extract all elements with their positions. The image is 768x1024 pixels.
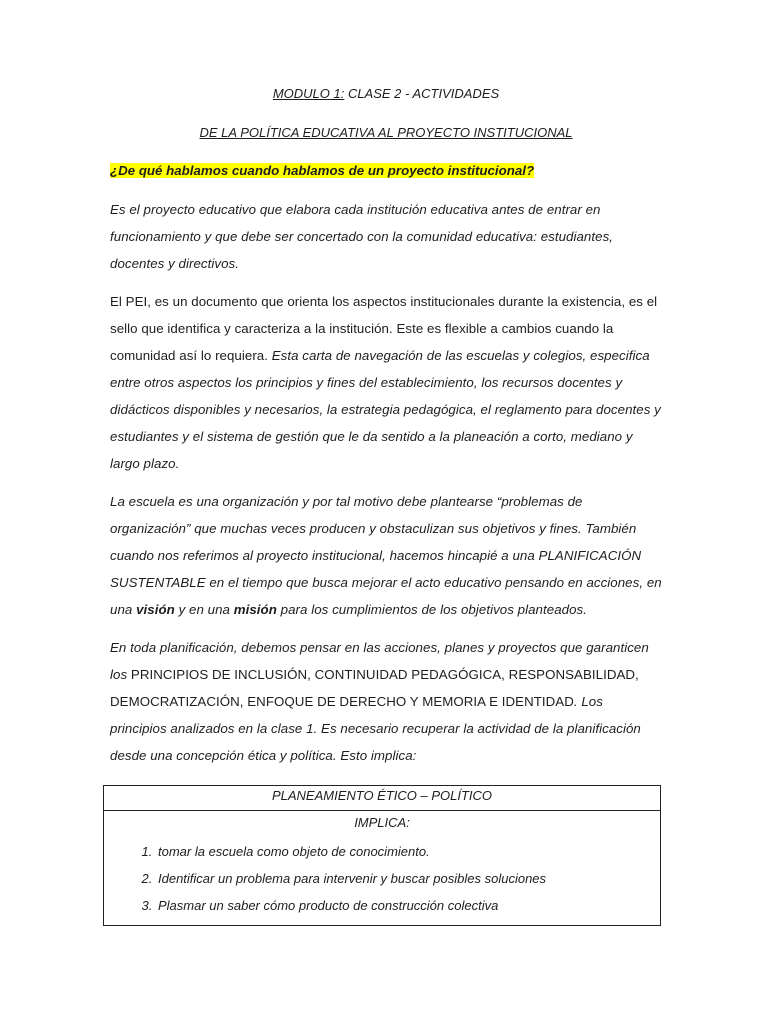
vision-word: visión (136, 602, 175, 617)
paragraph-3-part-a: La escuela es una organización y por tal motivo debe plantearse “problemas de organización” que muchas veces producen y obstaculizan sus objetivos y fines. También cuando nos referimos al proyecto institucional, hacemos hincapié a una PLANIFICACIÓN SUSTENTABLE en el tiempo que busca mejorar el acto educativo pensando en acciones, en una (110, 494, 662, 617)
highlighted-question (110, 162, 662, 180)
table-header: PLANEAMIENTO ÉTICO – POLÍTICO (104, 786, 660, 811)
paragraph-1: Es el proyecto educativo que elabora cada institución educativa antes de entrar en funcionamiento y que debe ser concertado con la comunidad educativa: estudiantes, docentes y directivos. (110, 202, 614, 271)
planning-table (103, 785, 661, 926)
class-label: CLASE 2 - ACTIVIDADES (344, 86, 500, 101)
question-text: ¿De qué hablamos cuando hablamos de un proyecto institucional? (110, 163, 535, 178)
document-body (110, 84, 662, 780)
table-subheader: IMPLICA: (354, 815, 410, 830)
list-item: 2. Identificar un problema para intervenir y buscar posibles soluciones (156, 865, 660, 892)
list-item: 3. Plasmar un saber cómo producto de construcción colectiva (156, 892, 660, 919)
paragraph-2-part-b: Esta carta de navegación de las escuelas y colegios, especifica entre otros aspectos los principios y fines del establecimiento, los recursos docentes y didácticos disponibles y necesarios, la estrategia pedagógica, el reglamento para docentes y estudiantes y el sistema de gestión que le da sentido a la planeación a corto, mediano y largo plazo. (110, 348, 661, 471)
module-title (110, 84, 662, 104)
paragraph-3-mid: y en una (174, 602, 234, 617)
paragraph-2-part-a: El PEI, es un documento que orienta los aspectos institucionales durante la existencia, es el sello que identifica y caracteriza a la institución. Este es flexible a cambios cuando la comunidad así lo requiera. (110, 294, 658, 363)
module-label: MODULO 1: (272, 86, 345, 101)
paragraph-4-part-a: En toda planificación, debemos pensar en las acciones, planes y proyectos que garanticen los (110, 640, 649, 682)
document-subtitle: DE LA POLÍTICA EDUCATIVA AL PROYECTO INSTITUCIONAL (199, 125, 573, 140)
paragraph-2 (110, 288, 662, 477)
table-body (104, 811, 660, 925)
paragraph-4-principles: PRINCIPIOS DE INCLUSIÓN, CONTINUIDAD PEDAGÓGICA, RESPONSABILIDAD, DEMOCRATIZACIÓN, ENFOQUE DE DERECHO Y MEMORIA E IDENTIDAD (110, 667, 639, 709)
mision-word: misión (233, 602, 277, 617)
list-item: 1. tomar la escuela como objeto de conocimiento. (156, 838, 660, 865)
paragraph-3-part-b: para los cumplimientos de los objetivos planteados. (276, 602, 587, 617)
paragraph-4-part-b: . Los principios analizados en la clase 1. Es necesario recuperar la actividad de la planificación desde una concepción ética y política. Esto implica: (110, 694, 641, 763)
paragraph-4 (110, 634, 662, 769)
implications-list (104, 838, 660, 919)
paragraph-3 (110, 488, 662, 623)
